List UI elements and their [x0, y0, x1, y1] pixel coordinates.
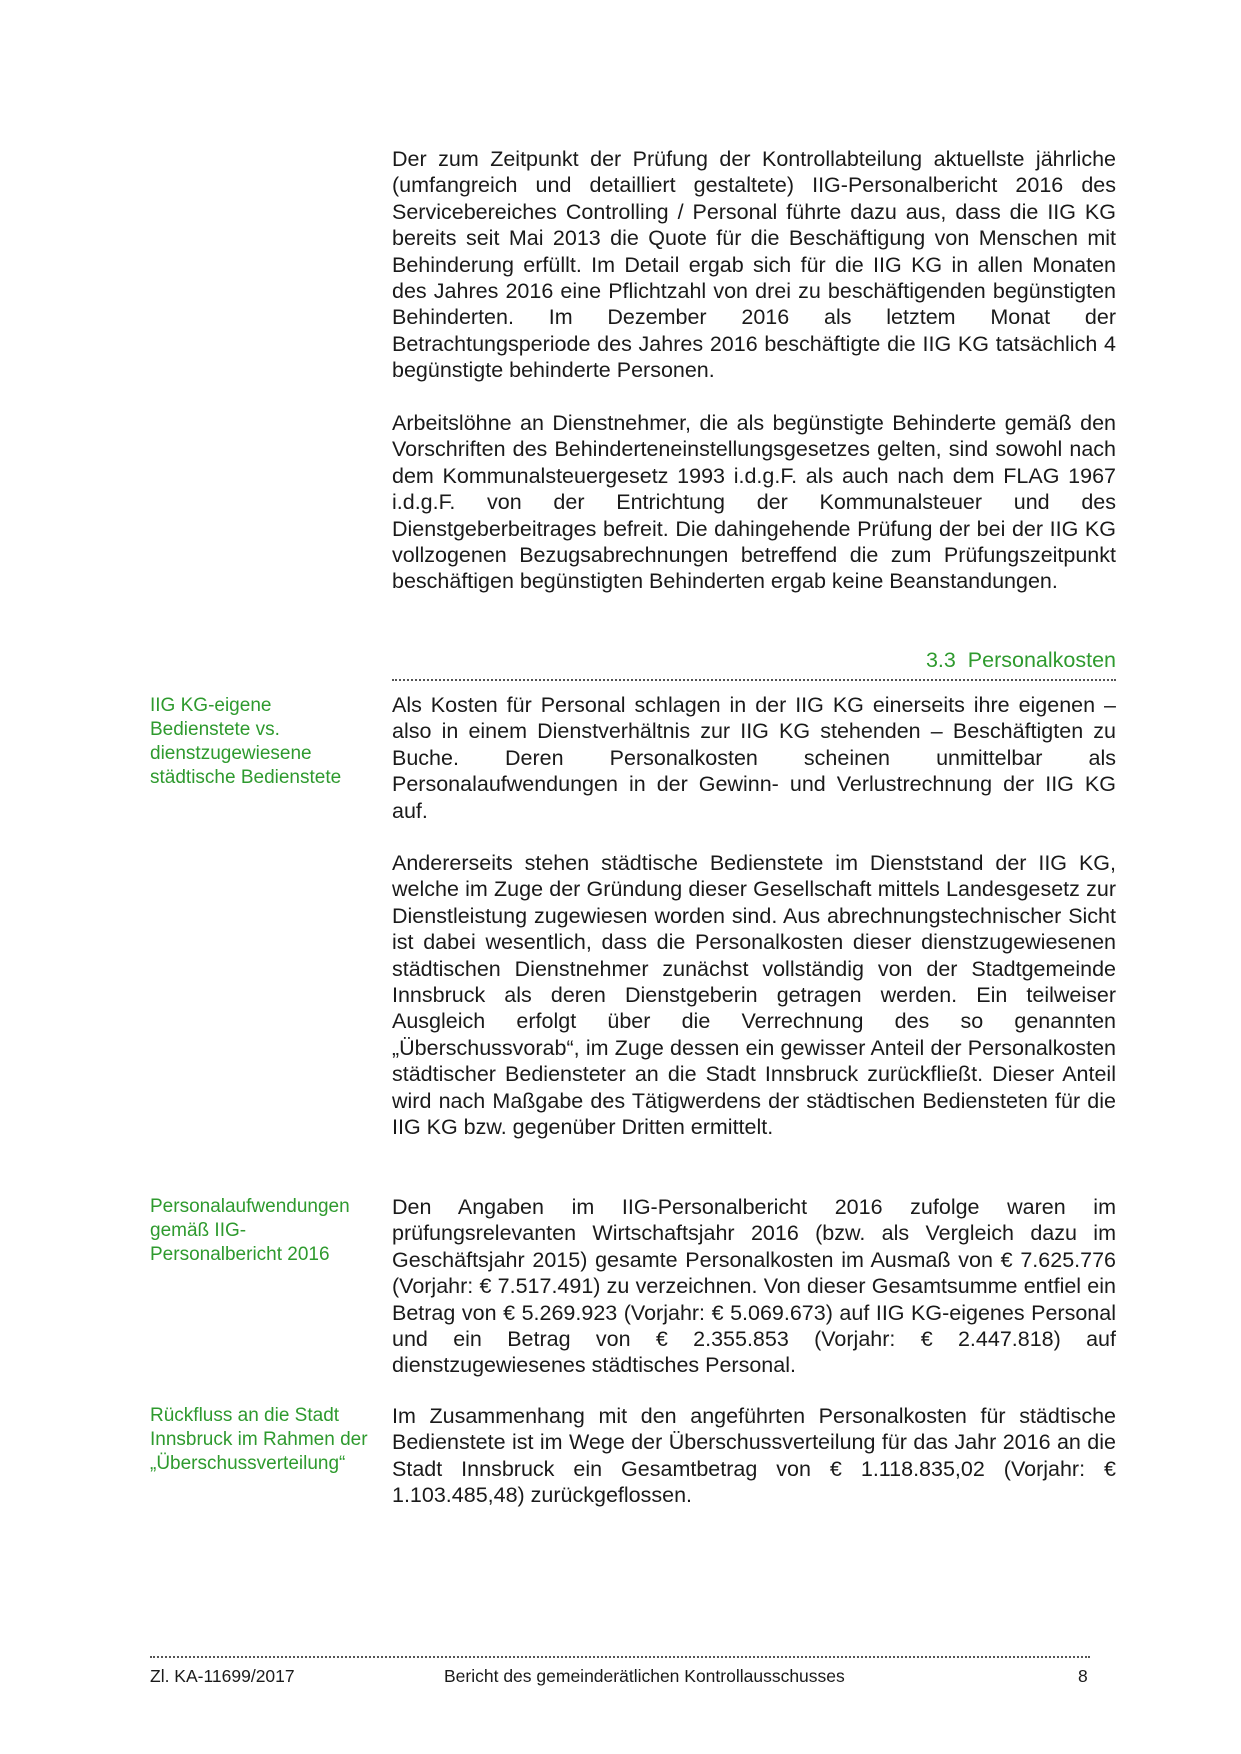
footer-title: Bericht des gemeinderätlichen Kontrollausschusses: [444, 1666, 845, 1686]
paragraph-ueberschussverteilung: Im Zusammenhang mit den angeführten Personalkosten für städtische Bedienstete ist im Wege der Überschussverteilung für das Jahr 2016 an die Stadt Innsbruck ein Gesamtbetrag von € 1.118.835,02 (Vorjahr: € 1.103.485,48) zurückgeflossen.: [392, 1404, 1116, 1508]
paragraph-eigenes-personal: Als Kosten für Personal schlagen in der IIG KG einerseits ihre eigenen – also in einem Dienstverhältnis zur IIG KG stehenden – Beschäftigten zu Buche. Deren Personalkosten scheinen unmittelbar als Personalaufwendungen in der Gewinn- und Verlustrechnung der IIG KG auf.: [392, 693, 1116, 823]
section-title: Personalkosten: [967, 648, 1116, 672]
paragraph-personalkosten-summen: Den Angaben im IIG-Personalbericht 2016 zufolge waren im prüfungsrelevanten Wirtschaftsjahr 2016 (bzw. als Vergleich dazu im Geschäftsjahr 2015) gesamte Personalkosten im Ausmaß von € 7.625.776 (Vorjahr: € 7.517.491) zu verzeichnen. Von dieser Gesamtsumme entfiel ein Betrag von € 5.269.923 (Vorjahr: € 5.069.673) auf IIG KG-eigenes Personal und ein Betrag von € 2.355.853 (Vorjahr: € 2.447.818) auf dienstzugewiesenes städtisches Personal.: [392, 1195, 1116, 1378]
footer-divider: [150, 1656, 1090, 1658]
footer-reference: Zl. KA-11699/2017: [150, 1666, 295, 1686]
margin-note-bedienstete: IIG KG-eigene Bedienstete vs. dienstzugewiesene städtische Bedienstete: [150, 695, 342, 788]
footer-page-number: 8: [1078, 1666, 1088, 1686]
section-number: 3.3: [925, 648, 956, 672]
section-divider: [392, 679, 1116, 681]
paragraph-behinderte-quote: Der zum Zeitpunkt der Prüfung der Kontrollabteilung aktuellste jährliche (umfangreich und detailliert gestaltete) IIG-Personalbericht 2016 des Servicebereiches Controlling / Personal führte dazu aus, dass die IIG KG bereits seit Mai 2013 die Quote für die Beschäftigung von Menschen mit Behinderung erfüllt. Im Detail ergab sich für die IIG KG in allen Monaten des Jahres 2016 eine Pflichtzahl von drei zu beschäftigenden begünstigten Behinderten. Im Dezember 2016 als letztem Monat der Betrachtungsperiode des Jahres 2016 beschäftigte die IIG KG tatsächlich 4 begünstigte behinderte Personen.: [392, 147, 1116, 383]
paragraph-kommunalsteuer-befreiung: Arbeitslöhne an Dienstnehmer, die als begünstigte Behinderte gemäß den Vorschriften des Behinderteneinstellungsgesetzes gelten, sind sowohl nach dem Kommunalsteuergesetz 1993 i.d.g.F. als auch nach dem FLAG 1967 i.d.g.F. von der Entrichtung der Kommunalsteuer und des Dienstgeberbeitrages befreit. Die dahingehende Prüfung der bei der IIG KG vollzogenen Bezugsabrechnungen betreffend die zum Prüfungszeitpunkt beschäftigen begünstigten Behinderten ergab keine Beanstandungen.: [392, 411, 1116, 594]
margin-note-rueckfluss: Rückfluss an die Stadt Innsbruck im Rahmen der „Überschussverteilung“: [150, 1405, 368, 1474]
section-heading: [392, 648, 1116, 673]
paragraph-staedtische-bedienstete: Andererseits stehen städtische Bedienstete im Dienststand der IIG KG, welche im Zuge der Gründung dieser Gesellschaft mittels Landesgesetz zur Dienstleistung zugewiesen worden sind. Aus abrechnungstechnischer Sicht ist dabei wesentlich, dass die Personalkosten dieser dienstzugewiesenen städtischen Dienstnehmer zunächst vollständig von der Stadtgemeinde Innsbruck als deren Dienstgeberin getragen werden. Ein teilweiser Ausgleich erfolgt über die Verrechnung des so genannten „Überschussvorab“, im Zuge dessen ein gewisser Anteil der Personalkosten städtischer Bediensteter an die Stadt Innsbruck zurückfließt. Dieser Anteil wird nach Maßgabe des Tätigwerdens der städtischen Bediensteten für die IIG KG bzw. gegenüber Dritten ermittelt.: [392, 851, 1116, 1140]
margin-note-personalaufwendungen: Personalaufwendungen gemäß IIG-Personalbericht 2016: [150, 1196, 350, 1265]
